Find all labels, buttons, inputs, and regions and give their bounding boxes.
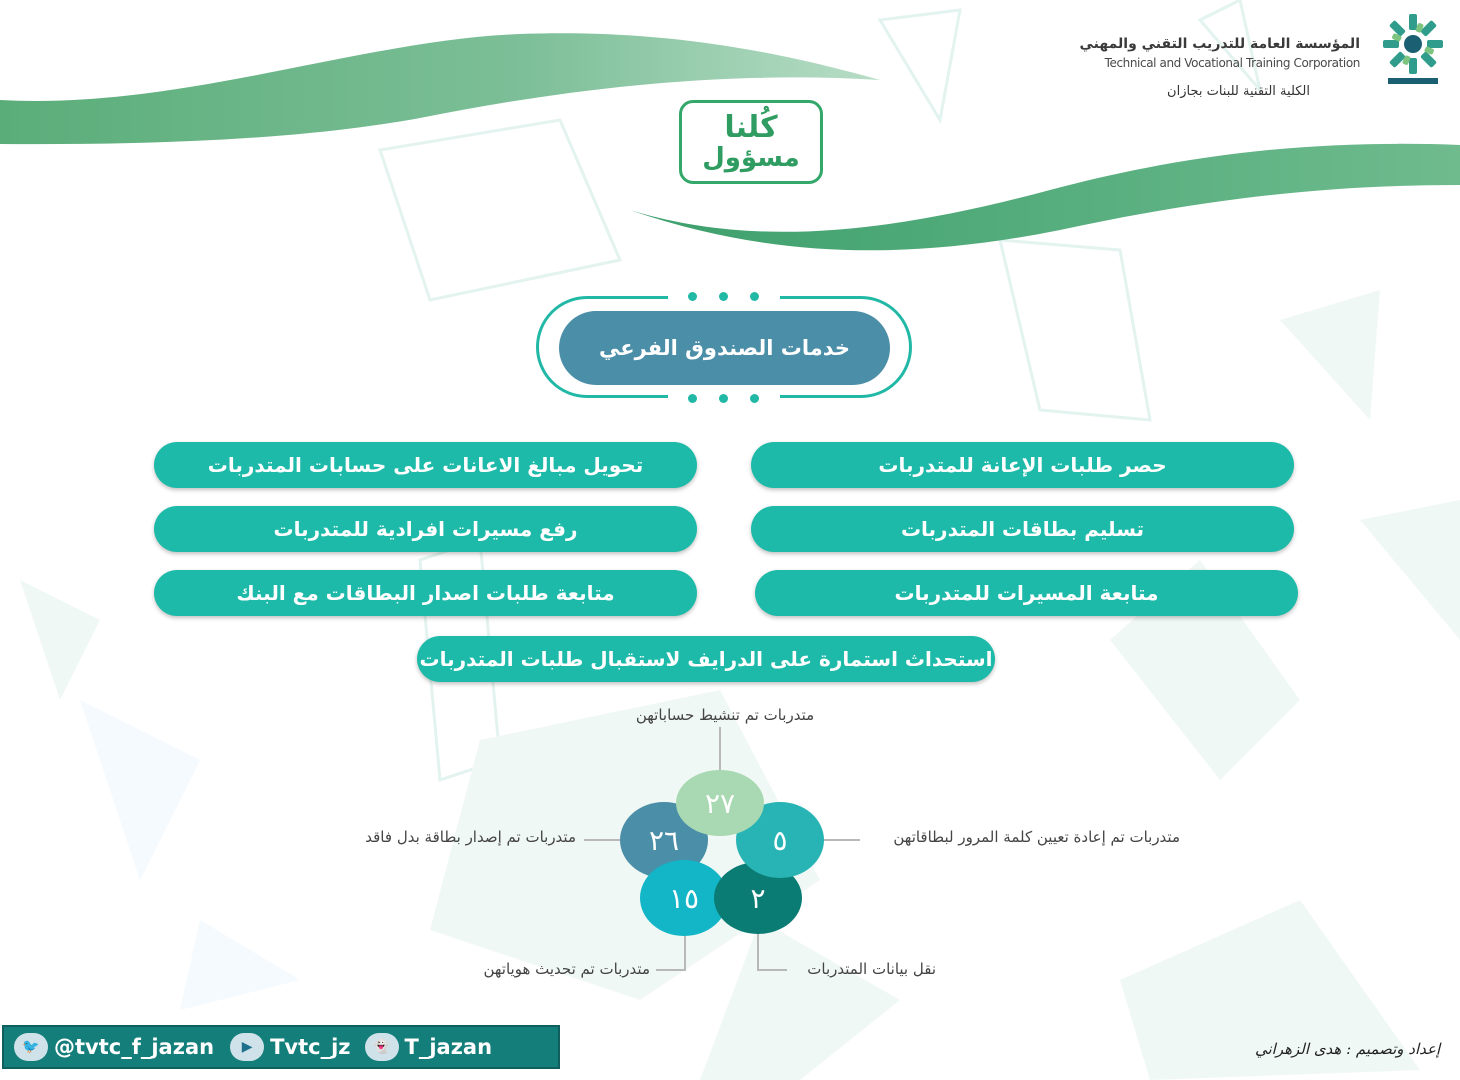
stat-circle [676,770,764,836]
stat-label: نقل بيانات المتدربات [807,960,936,978]
frame-dot [750,292,759,301]
service-pill[interactable]: متابعة المسيرات للمتدربات [755,570,1298,616]
twitter-handle[interactable]: @tvtc_f_jazan [54,1035,215,1059]
stat-value: ٢ [750,881,766,915]
stat-value: ٢٧ [704,786,736,820]
connector-line [757,969,787,971]
stat-label: متدربات تم إعادة تعيين كلمة المرور لبطاقاتهن [893,828,1180,846]
badge-line-2: مسؤول [702,143,800,173]
service-pill[interactable]: رفع مسيرات افرادية للمتدربات [154,506,697,552]
service-pill[interactable]: تسليم بطاقات المتدربات [751,506,1294,552]
frame-dot [750,394,759,403]
frame-dot [688,292,697,301]
org-name-arabic: المؤسسة العامة للتدريب التقني والمهني [1079,36,1360,52]
badge-line-1: كُلنا [724,110,778,145]
connector-line [684,932,686,970]
tvtc-logo-icon [1378,10,1448,88]
connector-line [656,969,686,971]
stat-label: متدربات تم تحديث هوياتهن [483,960,650,978]
youtube-icon[interactable]: ▶ [230,1033,264,1061]
connector-line [757,932,759,970]
stat-value: ٥ [772,823,788,857]
snapchat-icon[interactable]: 👻 [365,1033,399,1061]
snapchat-handle[interactable]: T_jazan [404,1035,493,1059]
campaign-badge [679,100,823,184]
service-pill[interactable]: متابعة طلبات اصدار البطاقات مع البنك [154,570,697,616]
college-name: الكلية التقنية للبنات بجازان [1167,84,1310,99]
frame-dot [688,394,697,403]
social-footer [2,1025,560,1069]
service-pill[interactable]: حصر طلبات الإعانة للمتدربات [751,442,1294,488]
frame-dot [719,292,728,301]
connector-line [584,839,620,841]
connector-line [820,839,860,841]
stat-label: متدربات تم تنشيط حساباتهن [635,706,815,724]
twitter-icon[interactable]: 🐦 [14,1033,48,1061]
stat-label: متدربات تم إصدار بطاقة بدل فاقد [365,828,576,846]
design-credit: إعداد وتصميم : هدى الزهراني [1255,1040,1441,1058]
main-title: خدمات الصندوق الفرعي [559,311,890,385]
stat-value: ٢٦ [648,823,680,857]
youtube-handle[interactable]: Tvtc_jz [270,1035,351,1059]
stat-value: ١٥ [668,881,700,915]
connector-line [719,727,721,771]
org-name-english: Technical and Vocational Training Corporation [1104,56,1360,70]
service-pill[interactable]: تحويل مبالغ الاعانات على حسابات المتدربات [154,442,697,488]
frame-dot [719,394,728,403]
service-pill[interactable]: استحداث استمارة على الدرايف لاستقبال طلبات المتدربات [417,636,995,682]
